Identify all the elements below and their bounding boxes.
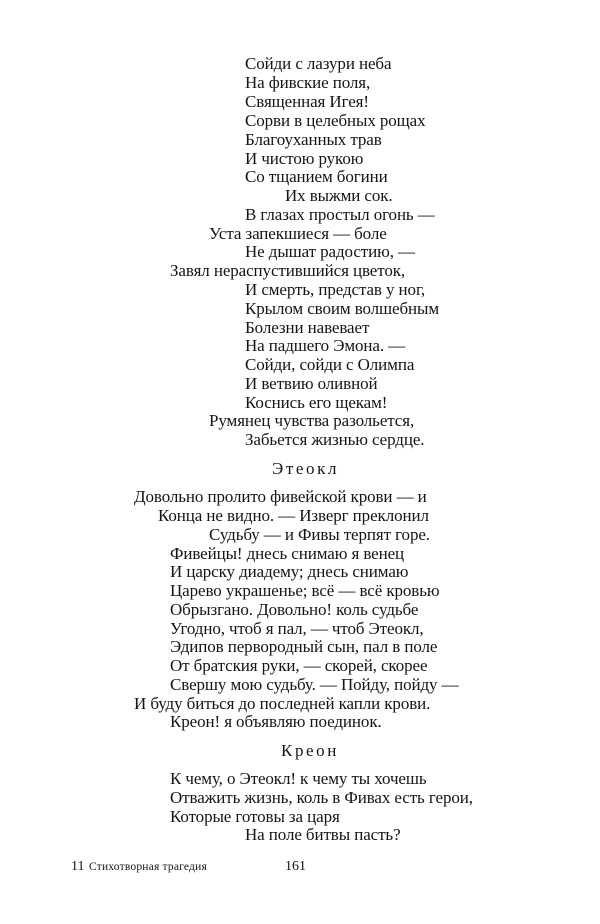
speech-line: Угодно, чтоб я пал, — чтоб Этеокл,	[170, 619, 424, 638]
poem-line: Сойди с лазури неба	[245, 54, 392, 73]
speech-line: Которые готовы за царя	[170, 807, 340, 826]
speech-line: Довольно пролито фивейской крови — и	[134, 487, 427, 506]
poem-line: Уста запекшиеся — боле	[209, 224, 387, 243]
speech-line: От братския руки, — скорей, скорее	[170, 656, 428, 675]
speech-line: Отважить жизнь, коль в Фивах есть герои,	[170, 788, 473, 807]
speech-line: Креон! я объявляю поединок.	[170, 712, 382, 731]
poem-line: Болезни навевает	[245, 318, 370, 337]
speech-line: Фивейцы! днесь снимаю я венец	[170, 544, 405, 563]
poem-line: Их выжми сок.	[285, 186, 393, 205]
poem-line: Благоуханных трав	[245, 130, 382, 149]
speech-line: Свершу мою судьбу. — Пойду, пойду —	[170, 675, 459, 694]
poem-line: Румянец чувства разольется,	[209, 411, 415, 430]
speech-line: Обрызгано. Довольно! коль судьбе	[170, 600, 419, 619]
poem-line: И чистою рукою	[245, 149, 364, 168]
page-number: 161	[285, 859, 306, 874]
poem-line: Не дышат радостию, —	[245, 242, 415, 261]
speech-line: К чему, о Этеокл! к чему ты хочешь	[170, 769, 427, 788]
poem-line: Завял нераспустившийся цветок,	[170, 261, 406, 280]
speaker-name-eteocles: Этеокл	[272, 459, 340, 478]
poem-line: И смерть, представ у ног,	[245, 280, 426, 299]
speech-line: Конца не видно. — Изверг преклонил	[158, 506, 429, 525]
poem-line: На фивские поля,	[245, 73, 371, 92]
speech-line: Царево украшенье; всё — всё кровью	[170, 581, 440, 600]
footer-book-title: Стихотворная трагедия	[89, 861, 207, 873]
poem-line: Сойди, сойди с Олимпа	[245, 355, 415, 374]
poem-line: Крылом своим волшебным	[245, 299, 440, 318]
speech-line: И царску диадему; днесь снимаю	[170, 562, 409, 581]
poem-line: Забьется жизнью сердце.	[245, 430, 425, 449]
footer-signature: 11	[71, 859, 85, 874]
speech-line: Эдипов первородный сын, пал в поле	[170, 637, 438, 656]
poem-line: Коснись его щекам!	[245, 393, 388, 412]
poem-line: И ветвию оливной	[245, 374, 378, 393]
poem-line: На падшего Эмона. —	[245, 336, 406, 355]
poem-line: В глазах простыл огонь —	[245, 205, 435, 224]
speech-line: На поле битвы пасть?	[245, 825, 401, 844]
poem-line: Сорви в целебных рощах	[245, 111, 426, 130]
speech-line: Судьбу — и Фивы терпят горе.	[209, 525, 430, 544]
speech-line: И буду биться до последней капли крови.	[134, 694, 431, 713]
poem-line: Со тщанием богини	[245, 167, 388, 186]
speaker-name-creon: Креон	[281, 741, 339, 760]
poem-line: Священная Игея!	[245, 92, 369, 111]
